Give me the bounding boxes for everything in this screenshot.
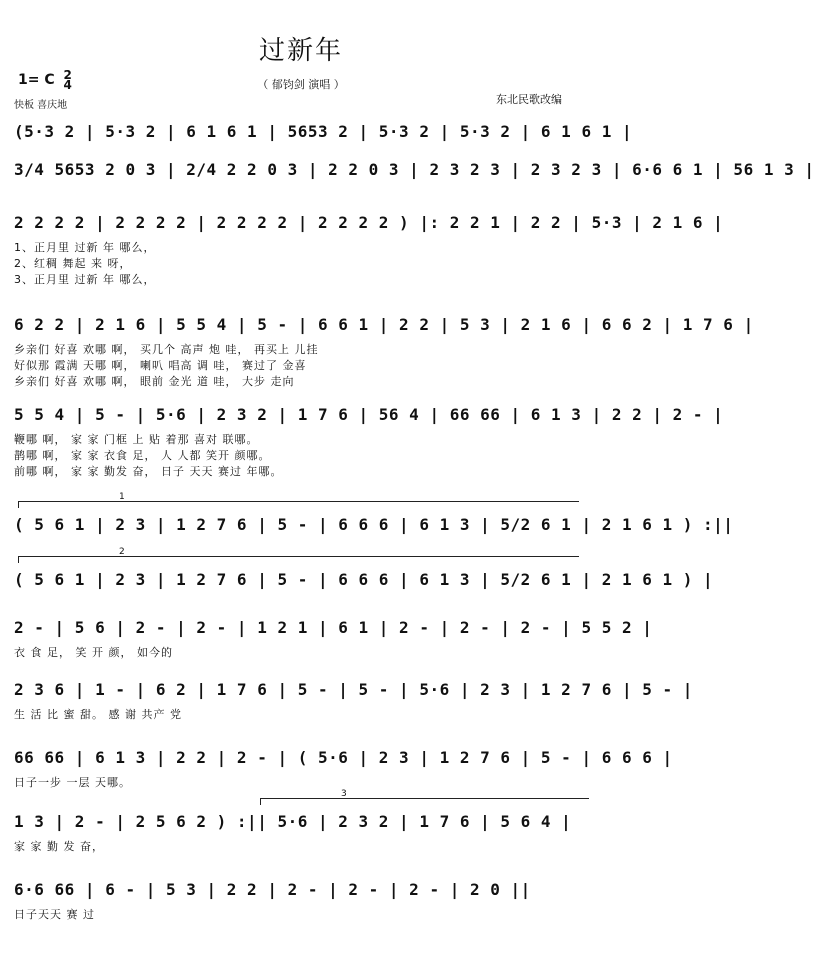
lyric-line: 生 活 比 蜜 甜。 感 谢 共产 党 [14,708,182,721]
notation-row: 2 3 6 | 1 - | 6 2 | 1 7 6 | 5 - | 5 - | 5·6 | 2 3 | 1 2 7 6 | 5 - | [14,680,693,699]
notation-row: 6·6 66 | 6 - | 5 3 | 2 2 | 2 - | 2 - | 2 - | 2 0 || [14,880,531,899]
lyric-line: 乡亲们 好喜 欢哪 啊， 眼前 金光 道 哇， 大步 走向 [14,375,295,388]
volta-bracket [260,789,589,805]
key-signature [18,70,72,90]
performer-credit: （ 郁钧剑 演唱 ） [257,78,345,91]
lyric-line: 1、正月里 过新 年 哪么， [14,241,156,254]
notation-row: (5·3 2 | 5·3 2 | 6 1 6 1 | 5653 2 | 5·3 2 | 5·3 2 | 6 1 6 1 | [14,122,633,141]
notation-row: ( 5 6 1 | 2 3 | 1 2 7 6 | 5 - | 6 6 6 | 6 1 3 | 5/2 6 1 | 2 1 6 1 ) | [14,570,714,589]
notation-row: 5 5 4 | 5 - | 5·6 | 2 3 2 | 1 7 6 | 56 4 | 66 66 | 6 1 3 | 2 2 | 2 - | [14,405,724,424]
lyric-line: 家 家 勤 发 奋， [14,840,104,853]
lyric-line: 鞭哪 啊， 家 家 门框 上 贴 着那 喜对 联哪。 [14,433,259,446]
notation-row: 1 3 | 2 - | 2 5 6 2 ) :|| 5·6 | 2 3 2 | 1 7 6 | 5 6 4 | [14,812,572,831]
notation-row: 6 2 2 | 2 1 6 | 5 5 4 | 5 - | 6 6 1 | 2 2 | 5 3 | 2 1 6 | 6 6 2 | 1 7 6 | [14,315,754,334]
notation-row: 2 2 2 2 | 2 2 2 2 | 2 2 2 2 | 2 2 2 2 ) |: 2 2 1 | 2 2 | 5·3 | 2 1 6 | [14,213,724,232]
volta-number: 2 [119,547,125,557]
lyric-line: 2、红稠 舞起 来 呀， [14,257,132,270]
notation-row: 66 66 | 6 1 3 | 2 2 | 2 - | ( 5·6 | 2 3 | 1 2 7 6 | 5 - | 6 6 6 | [14,748,673,767]
volta-bracket [18,547,579,563]
lyric-line: 衣 食 足， 笑 开 颜， 如今的 [14,646,173,659]
lyric-line: 乡亲们 好喜 欢哪 啊， 买几个 高声 炮 哇， 再买上 儿挂 [14,343,319,356]
volta-number: 3 [341,789,347,799]
lyric-line: 鹊哪 啊， 家 家 衣食 足， 人 人都 笑开 颜哪。 [14,449,271,462]
lyric-line: 好似那 霞满 天哪 啊， 喇叭 唱高 调 哇， 赛过了 金喜 [14,359,307,372]
volta-number: 1 [119,492,125,502]
tempo-marking: 快板 喜庆地 [14,100,68,111]
lyric-line: 前哪 啊， 家 家 勤发 奋， 日子 天天 赛过 年哪。 [14,465,283,478]
lyric-line: 3、正月里 过新 年 哪么， [14,273,156,286]
volta-bracket [18,492,579,508]
time-bottom: 4 [63,78,72,92]
lyric-line: 日子天天 赛 过 [14,908,95,921]
arranger-credit: 东北民歌改编 [496,93,562,106]
time-signature [64,70,72,90]
notation-row: 2 - | 5 6 | 2 - | 2 - | 1 2 1 | 6 1 | 2 - | 2 - | 2 - | 5 5 2 | [14,618,653,637]
notation-row: 3/4 5653 2 0 3 | 2/4 2 2 0 3 | 2 2 0 3 | 2 3 2 3 | 2 3 2 3 | 6·6 6 1 | 56 1 3 | [14,160,815,179]
song-title: 过新年 [258,36,343,66]
key-label: 1= C [18,72,55,88]
lyric-line: 日子一步 一层 天哪。 [14,776,131,789]
time-top: 2 [63,68,72,82]
notation-row: ( 5 6 1 | 2 3 | 1 2 7 6 | 5 - | 6 6 6 | 6 1 3 | 5/2 6 1 | 2 1 6 1 ) :|| [14,515,734,534]
